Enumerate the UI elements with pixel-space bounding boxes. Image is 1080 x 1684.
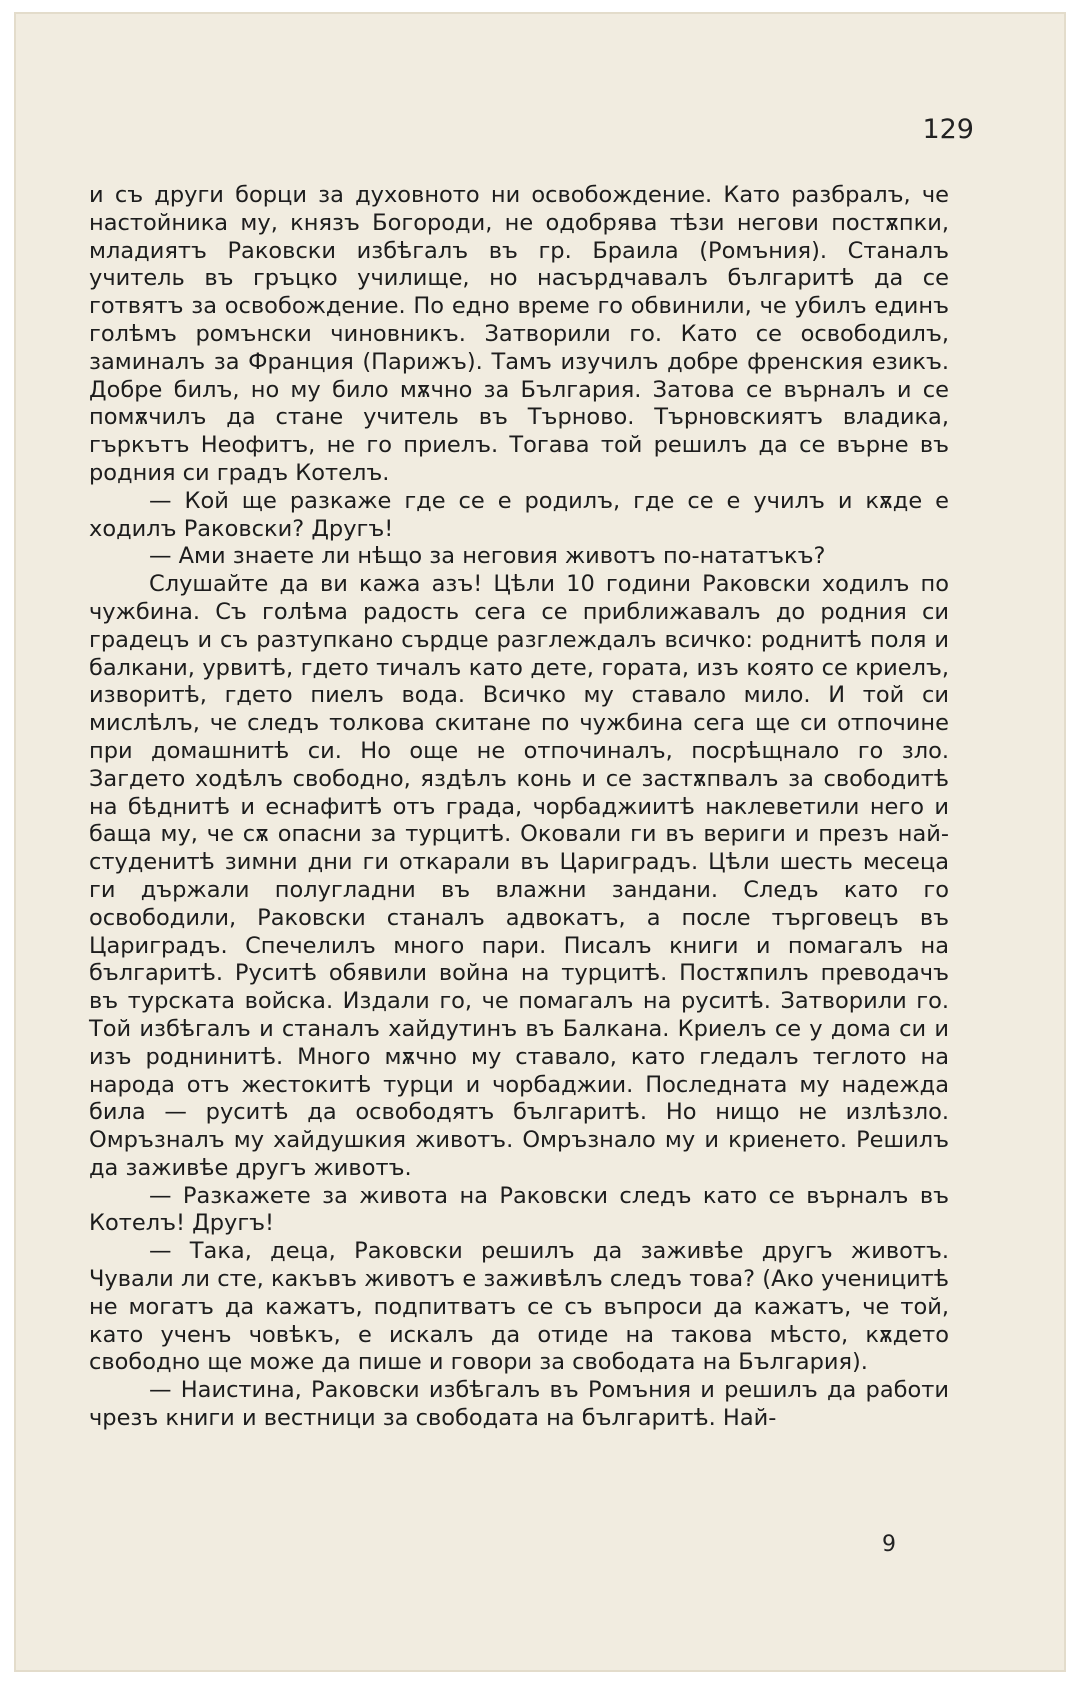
paragraph: — Така, деца, Раковски решилъ да заживѣе другъ животъ. Чували ли сте, какъвъ животъ е заживѣлъ следъ това? (Ако ученицитѣ не могатъ да кажатъ, подпитватъ се съ въпроси да кажатъ, че той, като ученъ човѣкъ, е искалъ да отиде на такова мѣсто, кѫдето свободно ще може да пише и говори за свободата на България). bbox=[89, 1238, 949, 1376]
paragraph: и съ други борци за духовното ни освобождение. Като разбралъ, че настойника му, князъ Богороди, не одобрява тѣзи негови постѫпки, младиятъ Раковски избѣгалъ въ гр. Браила (Ромъния). Станалъ учитель въ гръцко училище, но насърдчавалъ българитѣ да се готвятъ за освобождение. По едно време го обвинили, че убилъ единъ голѣмъ ромънски чиновникъ. Затворили го. Като се освободилъ, заминалъ за Франция (Парижъ). Тамъ изучилъ добре френския езикъ. Добре билъ, но му било мѫчно за България. Затова се върналъ и се помѫчилъ да стане учитель въ Търново. Търновскиятъ владика, гъркътъ Неофитъ, не го приелъ. Тогава той решилъ да се върне въ родния си градъ Котелъ. bbox=[89, 182, 949, 486]
body-text bbox=[89, 182, 949, 1433]
paragraph: — Наистина, Раковски избѣгалъ въ Ромъния и решилъ да работи чрезъ книги и вестници за свободата на българитѣ. Най- bbox=[89, 1377, 949, 1432]
paragraph: — Ами знаете ли нѣщо за неговия животъ по-нататъкъ? bbox=[149, 543, 826, 570]
paragraph: — Кой ще разкаже где се е родилъ, где се е училъ и кѫде е ходилъ Раковски? Другъ! bbox=[89, 487, 949, 542]
paragraph: Слушайте да ви кажа азъ! Цѣли 10 години Раковски ходилъ по чужбина. Съ голѣма радость сега се приближавалъ до родния си градецъ и съ разтупкано сърдце разглеждалъ всичко: роднитѣ поля и балкани, урвитѣ, гдето тичалъ като дете, гората, изъ която се криелъ, изворитѣ, гдето пиелъ вода. Всичко му ставало мило. И той си мислѣлъ, че следъ толкова скитане по чужбина сега ще си отпочине при домашнитѣ си. Но още не отпочиналъ, посрѣщнало го зло. Загдето ходѣлъ свободно, яздѣлъ конь и се застѫпвалъ за свободитѣ на бѣднитѣ и еснафитѣ отъ града, чорбаджиитѣ наклеветили него и баща му, че сѫ опасни за турцитѣ. Оковали ги въ вериги и презъ най-студенитѣ зимни дни ги откарали въ Цариградъ. Цѣли шесть месеца ги държали полугладни въ влажни зандани. Следъ като го освободили, Раковски станалъ адвокатъ, а после търговецъ въ Цариградъ. Спечелилъ много пари. Писалъ книги и помагалъ на българитѣ. Руситѣ обявили война на турцитѣ. Постѫпилъ преводачъ въ турската войска. Издали го, че помагалъ на руситѣ. Затворили го. Той избѣгалъ и станалъ хайдутинъ въ Балкана. Криелъ се у дома си и изъ роднинитѣ. Много мѫчно му ставало, като гледалъ теглото на народа отъ жестокитѣ турци и чорбаджии. Последната му надежда била — руситѣ да освободятъ българитѣ. Но нищо не излѣзло. Омръзналъ му хайдушкия животъ. Омръзнало му и криенето. Решилъ да заживѣе другъ животъ. bbox=[89, 571, 949, 1181]
signature-mark: 9 bbox=[882, 1532, 896, 1557]
page-number: 129 bbox=[922, 114, 974, 145]
book-page bbox=[14, 12, 1066, 1672]
paragraph: — Разкажете за живота на Раковски следъ като се върналъ въ Котелъ! Другъ! bbox=[89, 1182, 949, 1237]
